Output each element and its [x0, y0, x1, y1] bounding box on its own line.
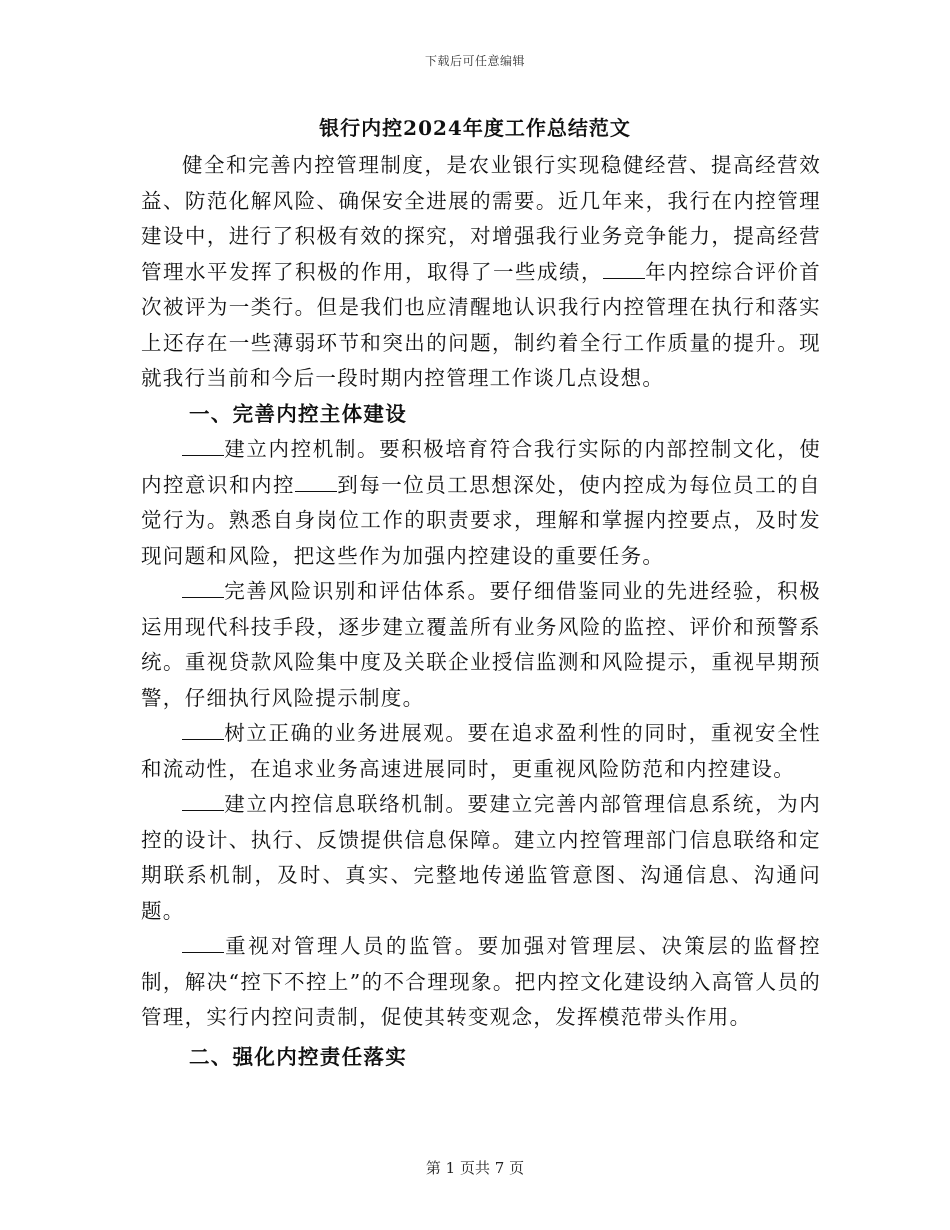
blank-line: [182, 579, 224, 598]
intro-text-a: 健全和完善内控管理制度，是农业银行实现稳健经营、提高经营效益、防范化解风险、确保安全进展的需要。近几年来，我行在内控管理建设中，进行了积极有效的探究，对增强我行业务竞争能力，提高经营管理水平发挥了积极的作用，取得了一些成绩，: [141, 153, 821, 284]
blank-line: [182, 934, 224, 953]
header-note: 下载后可任意编辑: [424, 54, 525, 68]
document-title: 银行内控2024年度工作总结范文: [319, 116, 631, 140]
section-heading-2: 二、强化内控责任落实: [189, 1044, 407, 1069]
section1-p1-text-a: 建立内控机制。要积极培育符合我行实际的内部控制文化，使内控意识和内控: [141, 437, 821, 497]
section1-paragraph-1: [141, 432, 821, 574]
section1-p5-text: 重视对管理人员的监管。要加强对管理层、决策层的监督控制，解决“控下不控上”的不合理现象。把内控文化建设纳入高管人员的管理，实行内控问责制，促使其转变观念，发挥模范带头作用。: [141, 934, 821, 1029]
blank-line: [603, 260, 645, 279]
section1-p3-text: 树立正确的业务进展观。要在追求盈利性的同时，重视安全性和流动性，在追求业务高速进展同时，更重视风险防范和内控建设。: [141, 721, 821, 781]
section1-paragraph-4: [141, 787, 821, 929]
section-heading-1: 一、完善内控主体建设: [189, 401, 407, 426]
section1-p2-text: 完善风险识别和评估体系。要仔细借鉴同业的先进经验，积极运用现代科技手段，逐步建立覆盖所有业务风险的监控、评价和预警系统。重视贷款风险集中度及关联企业授信监测和风险提示，重视早期预警，仔细执行风险提示制度。: [141, 579, 821, 710]
blank-line: [182, 792, 224, 811]
section1-p4-text: 建立内控信息联络机制。要建立完善内部管理信息系统，为内控的设计、执行、反馈提供信息保障。建立内控管理部门信息联络和定期联系机制，及时、真实、完整地传递监管意图、沟通信息、沟通问题。: [141, 792, 821, 923]
page-number: 第 1 页共 7 页: [425, 1159, 525, 1177]
section1-paragraph-3: [141, 716, 821, 787]
blank-line: [182, 721, 224, 740]
section1-paragraph-2: [141, 574, 821, 716]
section1-paragraph-5: [141, 929, 821, 1036]
document-body: [141, 148, 821, 1075]
blank-line: [182, 437, 224, 456]
section1-p1-text-b: 到每一位员工思想深处，使内控成为每位员工的自觉行为。熟悉自身岗位工作的职责要求，理解和掌握内控要点，及时发现问题和风险，把这些作为加强内控建设的重要任务。: [141, 472, 821, 568]
blank-line: [295, 473, 337, 492]
intro-text-b: 年内控综合评价首次被评为一类行。但是我们也应清醒地认识我行内控管理在执行和落实上还存在一些薄弱环节和突出的问题，制约着全行工作质量的提升。现就我行当前和今后一段时期内控管理工作谈几点设想。: [141, 259, 821, 390]
intro-paragraph: [141, 148, 821, 397]
